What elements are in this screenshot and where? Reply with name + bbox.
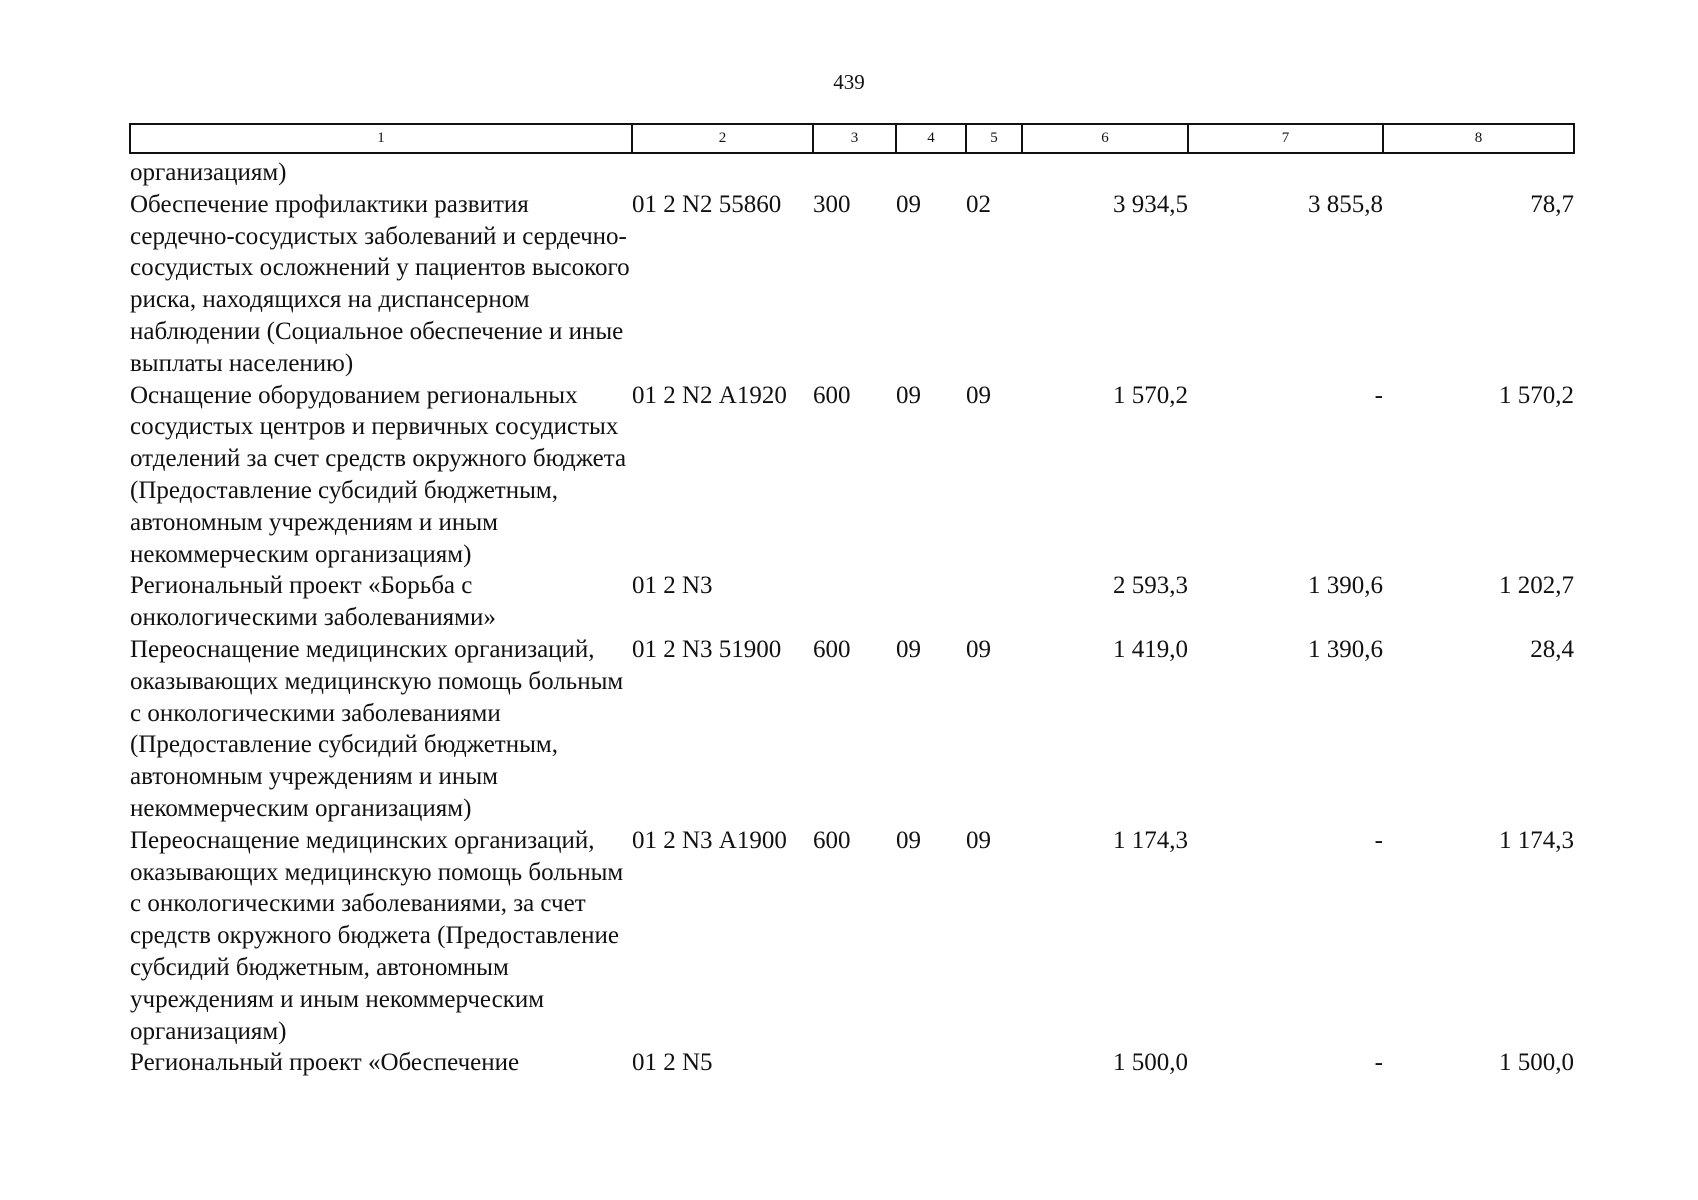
header-cell-8: 8 — [1383, 124, 1574, 153]
row-federal: - — [1374, 1049, 1383, 1077]
table-row — [130, 380, 1574, 571]
row-federal: - — [1374, 826, 1383, 854]
page-number: 439 — [833, 70, 865, 94]
row-rz: 09 — [896, 826, 921, 854]
row-district — [1383, 153, 1574, 189]
row-code: 01 2 N3 — [632, 572, 713, 600]
row-total: 1 419,0 — [1113, 635, 1188, 663]
header-cell-5: 5 — [966, 124, 1022, 153]
row-name: Переоснащение медицинских организаций, оказывающих медицинскую помощь больным с онкологическими заболеваниями (Предоставление субсидий бюджетным, автономным учреждениям и иным некоммерческим организациям) — [130, 635, 624, 822]
row-total: 1 570,2 — [1113, 381, 1188, 409]
row-federal: 1 390,6 — [1308, 635, 1383, 663]
header-cell-1: 1 — [130, 124, 632, 153]
table-body — [130, 153, 1574, 1079]
row-total: 1 174,3 — [1113, 826, 1188, 854]
row-district: 1 174,3 — [1499, 826, 1574, 854]
header-cell-7: 7 — [1188, 124, 1383, 153]
row-district: 28,4 — [1530, 635, 1574, 663]
row-rz — [896, 153, 966, 189]
row-total: 2 593,3 — [1113, 572, 1188, 600]
row-name: Оснащение оборудованием региональных сосудистых центров и первичных сосудистых отделений за счет средств окружного бюджета (Предоставление субсидий бюджетным, автономным учреждениям и иным некоммерческим организациям) — [130, 381, 627, 568]
row-federal — [1188, 153, 1383, 189]
row-vr — [813, 153, 896, 189]
row-rz — [896, 570, 966, 634]
header-cell-6: 6 — [1022, 124, 1188, 153]
row-vr — [813, 1047, 896, 1079]
header-cell-4: 4 — [896, 124, 966, 153]
row-code: 01 2 N3 51900 — [632, 635, 782, 663]
row-name: организациям) — [130, 159, 287, 186]
row-total: 1 500,0 — [1113, 1049, 1188, 1077]
row-district: 1 202,7 — [1499, 572, 1574, 600]
row-code: 01 2 N3 А1900 — [632, 826, 787, 854]
row-vr — [813, 570, 896, 634]
row-vr: 300 — [813, 190, 851, 218]
row-vr: 600 — [813, 635, 851, 663]
row-vr: 600 — [813, 826, 851, 854]
row-rz: 09 — [896, 635, 921, 663]
row-name: Переоснащение медицинских организаций, оказывающих медицинскую помощь больным с онкологическими заболеваниями, за счет средств окружного бюджета (Предоставление субсидий бюджетным, автономным учреждениям и иным некоммерческим организациям) — [130, 826, 624, 1045]
table-row — [130, 189, 1574, 380]
row-pr: 02 — [966, 190, 991, 218]
header-row — [130, 124, 1574, 153]
row-code: 01 2 N5 — [632, 1049, 713, 1077]
budget-table-container — [129, 123, 1573, 1079]
row-federal: 1 390,6 — [1308, 572, 1383, 600]
row-district: 1 570,2 — [1499, 381, 1574, 409]
row-total: 3 934,5 — [1113, 190, 1188, 218]
row-total — [1022, 153, 1188, 189]
table-header — [130, 124, 1574, 153]
row-rz: 09 — [896, 381, 921, 409]
table-row — [130, 1047, 1574, 1079]
row-vr: 600 — [813, 381, 851, 409]
row-federal: 3 855,8 — [1308, 190, 1383, 218]
table-row — [130, 153, 1574, 189]
row-code: 01 2 N2 55860 — [632, 190, 782, 218]
row-pr — [966, 153, 1022, 189]
table-row — [130, 570, 1574, 634]
row-district: 78,7 — [1530, 190, 1574, 218]
row-rz: 09 — [896, 190, 921, 218]
header-cell-2: 2 — [632, 124, 813, 153]
header-cell-3: 3 — [813, 124, 896, 153]
budget-table — [129, 123, 1575, 1079]
row-pr: 09 — [966, 381, 991, 409]
row-name: Региональный проект «Борьба с онкологическими заболеваниями» — [130, 572, 496, 632]
row-pr: 09 — [966, 635, 991, 663]
row-pr — [966, 570, 1022, 634]
table-row — [130, 634, 1574, 825]
row-federal: - — [1374, 381, 1383, 409]
row-name: Региональный проект «Обеспечение — [130, 1049, 520, 1077]
row-rz — [896, 1047, 966, 1079]
row-code — [632, 153, 813, 189]
row-pr — [966, 1047, 1022, 1079]
row-code: 01 2 N2 А1920 — [632, 381, 787, 409]
table-row — [130, 825, 1574, 1048]
row-district: 1 500,0 — [1499, 1049, 1574, 1077]
row-name: Обеспечение профилактики развития сердечно-сосудистых заболеваний и сердечно-сосудистых осложнений у пациентов высокого риска, находящихся на диспансерном наблюдении (Социальное обеспечение и иные выплаты населению) — [130, 190, 630, 377]
row-pr: 09 — [966, 826, 991, 854]
